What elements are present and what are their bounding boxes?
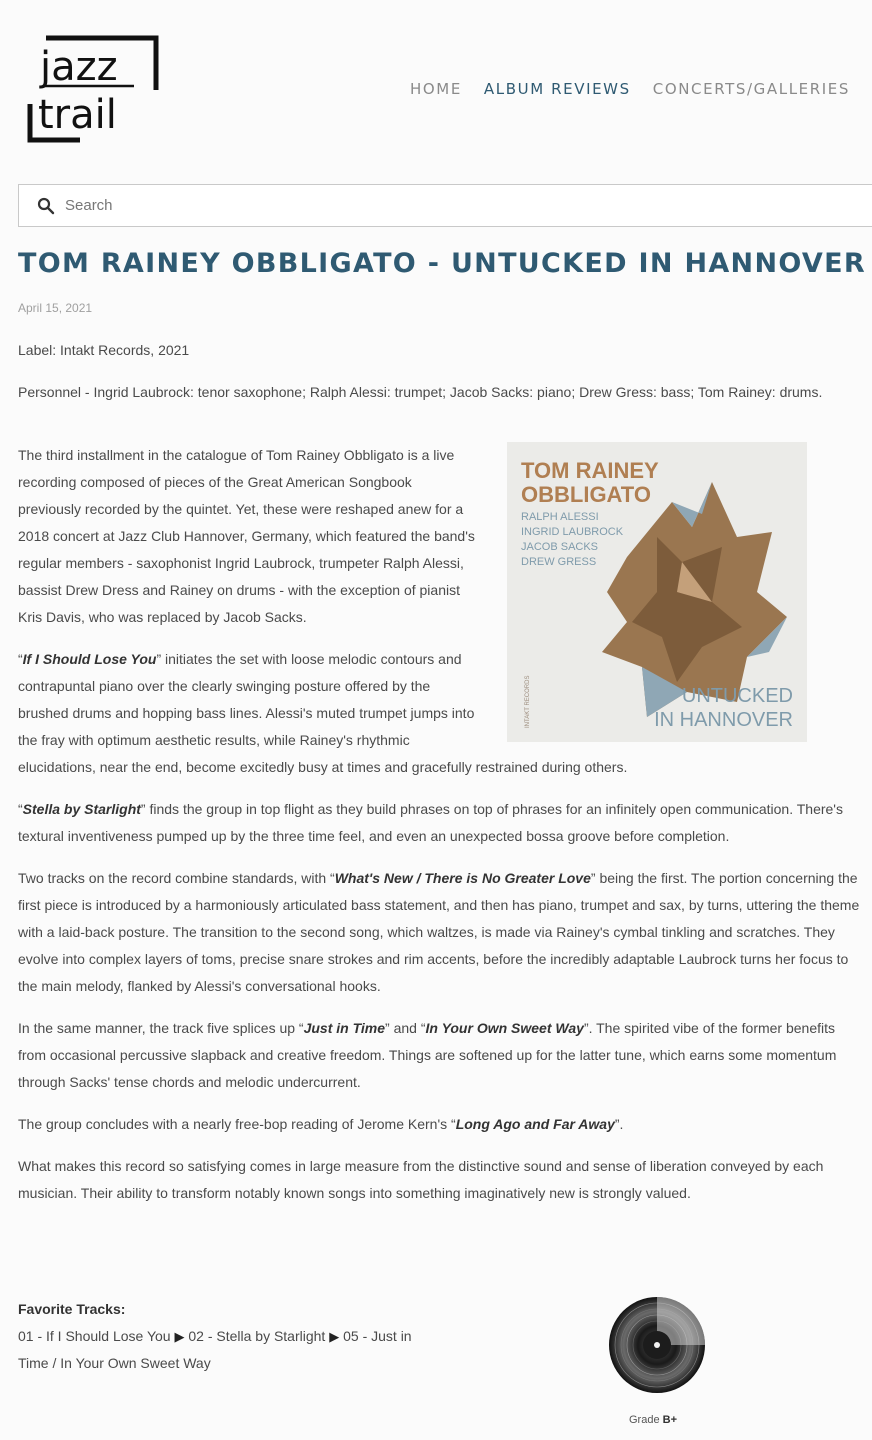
nav-album-reviews[interactable]: ALBUM REVIEWS: [483, 80, 631, 98]
page-title: TOM RAINEY OBBLIGATO - UNTUCKED IN HANNOVER: [18, 248, 866, 279]
cover-member: JACOB SACKS: [521, 541, 599, 553]
review-body: [18, 442, 864, 1222]
logo-text-trail: trail: [38, 92, 117, 138]
cover-member: INGRID LAUBROCK: [521, 526, 624, 538]
vinyl-record-icon: [608, 1296, 706, 1394]
favorite-tracks: [18, 1296, 428, 1377]
cover-member: DREW GRESS: [521, 556, 597, 568]
cover-artist-line1: TOM RAINEY: [521, 458, 659, 483]
track-title: Long Ago and Far Away: [455, 1116, 615, 1132]
favorite-tracks-list: [18, 1323, 428, 1377]
review-paragraph-2: “If I Should Lose You” initiates the set with loose melodic contours and contrapuntal piano over the clearly swinging posture offered by the brushed drums and hopping bass lines. Alessi's muted trumpet jumps into the fray with optimum aesthetic results, while Rainey's rhythmic elucidations, near the end, become excitedly busy at times and gracefully restrained during others.: [18, 651, 628, 775]
favorite-tracks-title: Favorite Tracks:: [18, 1301, 126, 1317]
search-icon: [37, 197, 55, 215]
play-triangle-icon: ▶: [329, 1329, 340, 1344]
review-paragraph-6: The group concludes with a nearly free-bop reading of Jerome Kern's “Long Ago and Far Away”.: [18, 1116, 624, 1132]
search-input[interactable]: [65, 197, 765, 214]
cover-album-line1: UNTUCKED: [681, 685, 793, 707]
review-paragraph-5: In the same manner, the track five splices up “Just in Time” and “In Your Own Sweet Way”. The spirited vibe of the former benefits from occasional percussive slapback and creative freedom. Things are softened up for the latter tune, which earns some momentum through Sacks' tense chords and melodic undercurrent.: [18, 1020, 837, 1090]
review-paragraph-1: The third installment in the catalogue of Tom Rainey Obbligato is a live recording composed of pieces of the Great American Songbook previously recorded by the quintet. Yet, these were reshaped anew for a 2018 concert at Jazz Club Hannover, Germany, which featured the band's regular members - saxophonist Ingrid Laubrock, trumpeter Ralph Alessi, bassist Drew Dress and Rainey on drums - with the exception of pianist Kris Davis, who was replaced by Jacob Sacks.: [18, 447, 475, 625]
favorite-track: 01 - If I Should Lose You: [18, 1328, 171, 1344]
personnel-line: Personnel - Ingrid Laubrock: tenor saxophone; Ralph Alessi: trumpet; Jacob Sacks: piano; Drew Gress: bass; Tom Rainey: drums.: [18, 384, 823, 400]
track-title: What's New / There is No Greater Love: [334, 870, 591, 886]
grade-label: Grade: [629, 1414, 660, 1426]
album-cover: [507, 442, 807, 742]
main-nav: [410, 80, 850, 98]
play-triangle-icon: ▶: [174, 1329, 185, 1344]
track-title: Just in Time: [303, 1020, 386, 1036]
grade: [629, 1414, 677, 1426]
review-paragraph-7: What makes this record so satisfying comes in large measure from the distinctive sound and sense of liberation conveyed by each musician. Their ability to transform notably known songs into something imaginatively new is strongly valued.: [18, 1158, 824, 1201]
grade-value: B+: [662, 1414, 678, 1426]
cover-artist-line2: OBBLIGATO: [521, 482, 651, 507]
search-bar[interactable]: [18, 184, 872, 227]
nav-concerts-galleries[interactable]: CONCERTS/GALLERIES: [652, 80, 850, 98]
cover-member: RALPH ALESSI: [521, 511, 599, 523]
review-paragraph-4: Two tracks on the record combine standards, with “What's New / There is No Greater Love” being the first. The portion concerning the first piece is introduced by a harmoniously articulated bass statement, and then has piano, trumpet and sax, by turns, uttering the theme with a laid-back posture. The transition to the second song, which waltzes, is made via Rainey's cymbal tinkling and scratches. They evolve into complex layers of toms, precise snare strokes and rim accents, before the incredibly adaptable Laubrock turns her focus to the main melody, flanked by Alessi's conversational hooks.: [18, 870, 860, 994]
track-title: If I Should Lose You: [22, 651, 157, 667]
track-title: In Your Own Sweet Way: [425, 1020, 584, 1036]
cover-label-spine: INTAKT RECORDS: [525, 675, 531, 728]
review-paragraph-3: “Stella by Starlight” finds the group in top flight as they build phrases on top of phrases for an infinitely open communication. There's textural inventiveness pumped up by the three time feel, and even an unexpected bossa groove before completion.: [18, 801, 843, 844]
favorite-track: 05 - Just in Time / In Your Own Sweet Way: [18, 1328, 412, 1371]
logo-text-jazz: jazz: [40, 44, 118, 90]
cover-album-line2: IN HANNOVER: [654, 709, 793, 731]
track-title: Stella by Starlight: [22, 801, 141, 817]
favorite-track: 02 - Stella by Starlight: [188, 1328, 326, 1344]
nav-home[interactable]: HOME: [410, 80, 462, 98]
post-date: April 15, 2021: [18, 301, 93, 315]
jazz-trail-logo[interactable]: [24, 34, 160, 144]
label-line: Label: Intakt Records, 2021: [18, 342, 190, 358]
